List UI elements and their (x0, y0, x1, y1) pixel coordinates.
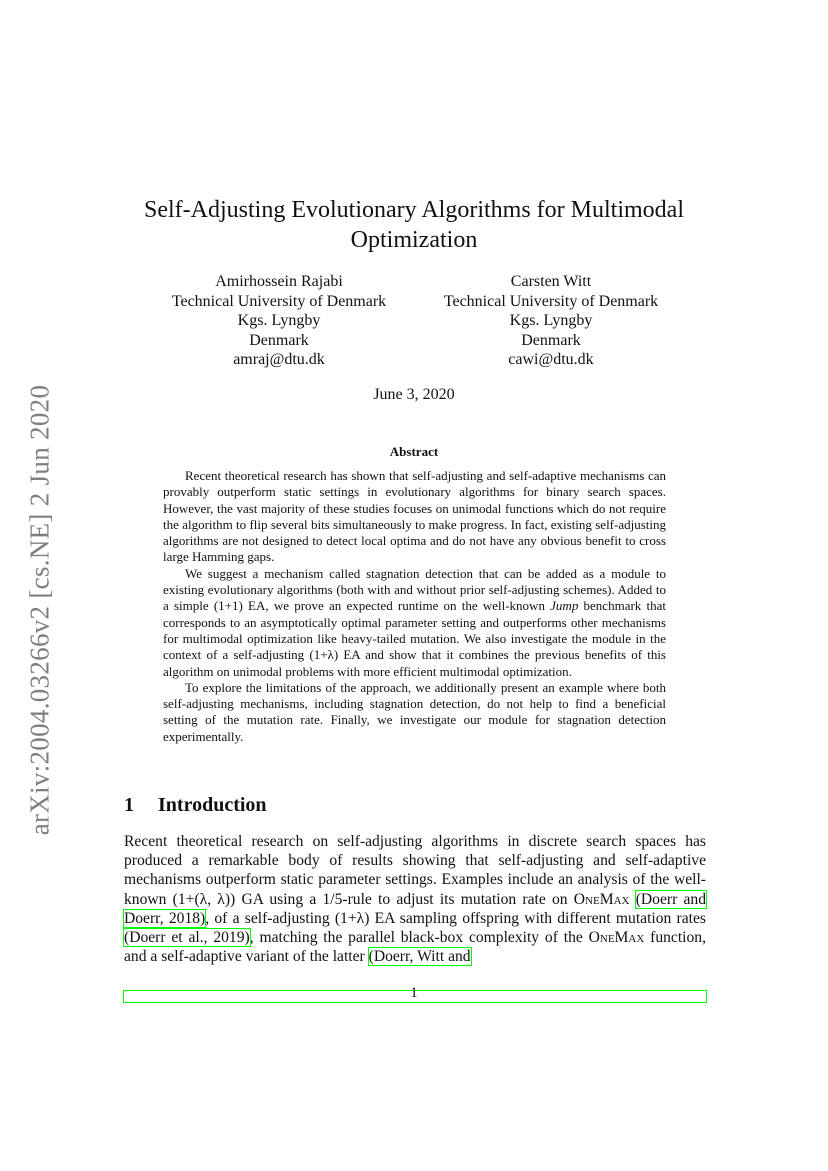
abstract-paragraph-1: Recent theoretical research has shown that self-adjusting and self-adaptive mechanisms can provably outperform static settings in evolutionary algorithms for binary search spaces. However, the vast majority of these studies focuses on unimodal functions which do not require the algorithm to flip several bits simultaneously to make progress. In fact, existing self-adjusting algorithms are not designed to detect local optima and do not have any obvious benefit to cross large Hamming gaps. (163, 468, 666, 565)
author-city: Kgs. Lyngby (237, 312, 321, 329)
title-line-2: Optimization (350, 227, 478, 253)
paper-date: June 3, 2020 (373, 386, 455, 403)
abstract-p2-text-a: We suggest a mechanism called stagnation detection that can be added as a module to existing evolutionary algorithms (both with and without prior self-adjusting schemes). Added to a simple (1+1) EA, we prove an expected runtime on the well-known (163, 565, 666, 614)
onemax-term: OneMax (588, 929, 645, 947)
citation-link[interactable]: (Doerr, Witt and (368, 948, 471, 966)
author-block-2 (416, 272, 686, 370)
citation-link[interactable]: (Doerr et al., 2019) (124, 929, 250, 947)
author-country: Denmark (249, 331, 309, 349)
arxiv-stamp-text: arXiv:2004.03266v2 [cs.NE] 2 Jun 2020 (24, 384, 55, 836)
intro-text: , of a self-adjusting (1+λ) EA sampling offspring with different mutation rates (205, 909, 706, 927)
author-email: amraj@dtu.dk (233, 351, 325, 368)
paper-title (110, 195, 718, 255)
author-email: cawi@dtu.dk (508, 351, 594, 368)
author-affiliation: Technical University of Denmark (171, 292, 387, 310)
section-number: 1 (124, 794, 134, 816)
intro-text: , matching the parallel black-box complexity of the (249, 929, 589, 947)
section-heading (124, 794, 267, 817)
author-block-1 (144, 272, 414, 370)
jump-benchmark-name: Jump (550, 598, 579, 614)
intro-paragraph (124, 832, 706, 966)
author-country: Denmark (521, 331, 581, 349)
onemax-term: OneMax (573, 890, 630, 908)
abstract-paragraph-2 (163, 566, 666, 680)
abstract-paragraph-3: To explore the limitations of the approach, we additionally present an example where both self-adjusting mechanisms, including stagnation detection, do not help to find a beneficial setting of the mutation rate. Finally, we investigate our module for stagnation detection experimentally. (163, 679, 666, 744)
title-line-1: Self-Adjusting Evolutionary Algorithms for Multimodal (144, 197, 684, 223)
section-title: Introduction (158, 794, 267, 816)
intro-text: function, and a self-adaptive variant of the latter (124, 929, 707, 966)
author-name: Carsten Witt (510, 273, 592, 290)
intro-text: Recent theoretical research on self-adjusting algorithms in discrete search spaces has produced a remarkable body of results showing that self-adjusting and self-adaptive mechanisms outperform static parameter settings. Examples include an analysis of the well-known (1+(λ, λ)) GA using a 1/5-rule to adjust its mutation rate on (124, 833, 706, 908)
intro-text (629, 891, 635, 908)
abstract-body (163, 468, 666, 745)
abstract-p2-text-b: benchmark that corresponds to an asymptotically optimal parameter setting and outperforms other mechanisms for multimodal optimization like heavy-tailed mutation. We also investigate the module in the context of a self-adjusting (1+λ) EA and show that it combines the previous benefits of this algorithm on unimodal problems with more efficient multimodal optimization. (163, 598, 666, 679)
author-name: Amirhossein Rajabi (215, 273, 343, 290)
abstract-heading: Abstract (389, 444, 439, 459)
author-city: Kgs. Lyngby (509, 312, 593, 329)
author-affiliation: Technical University of Denmark (443, 292, 659, 310)
citation-link[interactable]: (Doerr and Doerr, 2018) (124, 890, 706, 927)
page-number: 1 (410, 985, 418, 1001)
